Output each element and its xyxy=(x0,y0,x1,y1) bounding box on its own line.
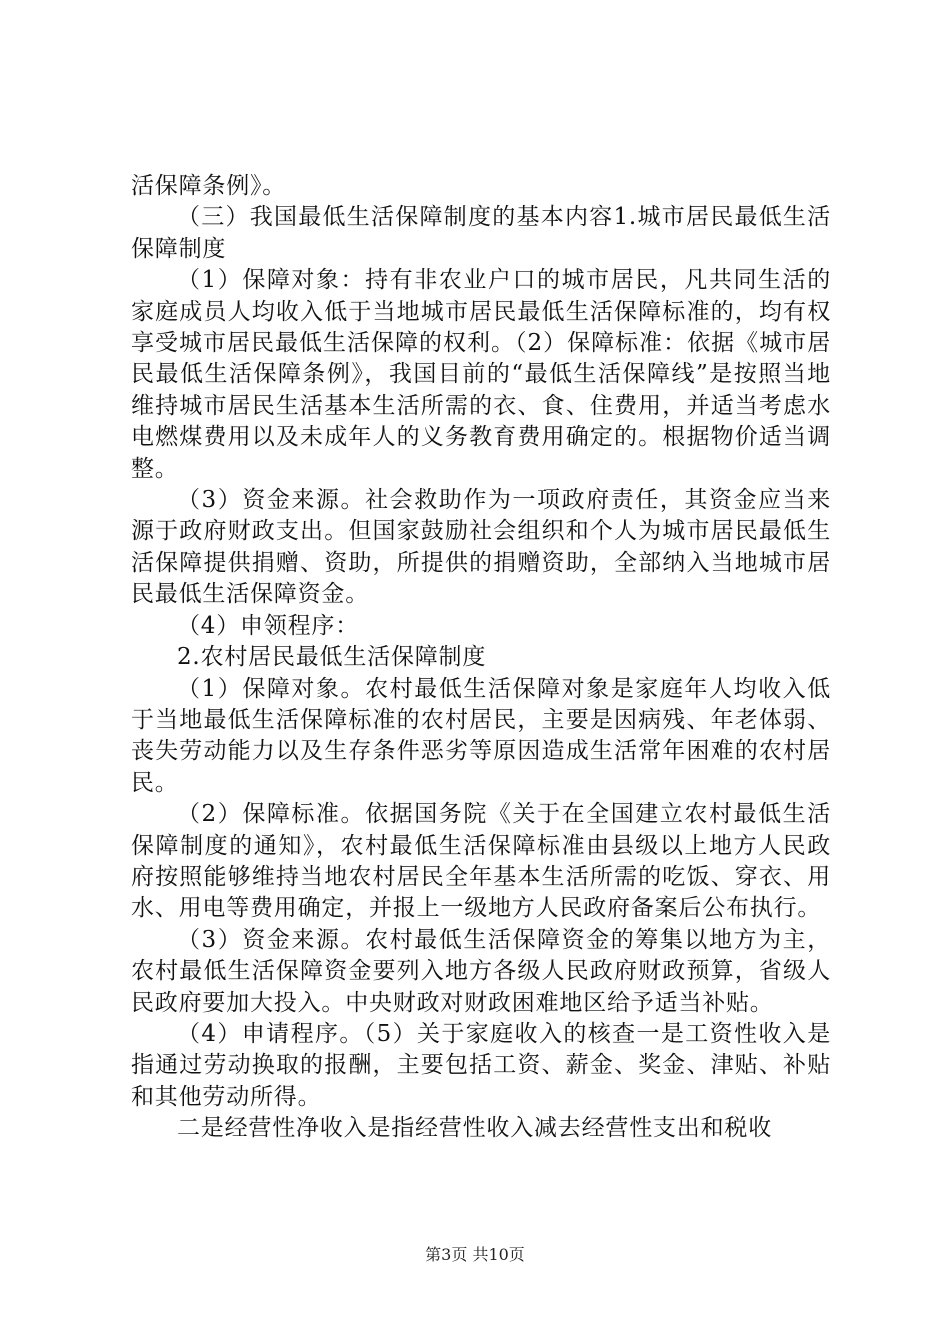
paragraph-rural-funding: （3）资金来源。农村最低生活保障资金的筹集以地方为主，农村最低生活保障资金要列入地方各级人民政府财政预算，省级人民政府要加大投入。中央财政对财政困难地区给予适当补贴。 xyxy=(131,926,831,1016)
paragraph-rural-target: （1）保障对象。农村最低生活保障对象是家庭年人均收入低于当地最低生活保障标准的农村居民，主要是因病残、年老体弱、丧失劳动能力以及生存条件恶劣等原因造成生活常年困难的农村居民。 xyxy=(131,675,831,796)
page-number-footer: 第3页 共10页 xyxy=(425,1245,525,1264)
document-body xyxy=(131,171,831,1145)
paragraph-section-heading: （三）我国最低生活保障制度的基本内容1.城市居民最低生活保障制度 xyxy=(131,204,831,262)
paragraph-urban-procedure: （4）申领程序： xyxy=(177,612,360,639)
paragraph-rural-procedure: （4）申请程序。（5）关于家庭收入的核查一是工资性收入是指通过劳动换取的报酬，主要包括工资、薪金、奖金、津贴、补贴和其他劳动所得。 xyxy=(131,1020,831,1110)
paragraph-rural-heading: 2.农村居民最低生活保障制度 xyxy=(177,644,487,671)
paragraph-operating-income: 二是经营性净收入是指经营性收入减去经营性支出和税收 xyxy=(177,1115,772,1142)
paragraph-urban-target-standard: （1）保障对象：持有非农业户口的城市居民，凡共同生活的家庭成员人均收入低于当地城市居民最低生活保障标准的，均有权享受城市居民最低生活保障的权利。（2）保障标准：依据《城市居民最低生活保障条例》，我国目前的“最低生活保障线”是按照当地维持城市居民生活基本生活所需的衣、食、住费用，并适当考虑水电燃煤费用以及未成年人的义务教育费用确定的。根据物价适当调整。 xyxy=(131,267,831,482)
paragraph-urban-funding: （3）资金来源。社会救助作为一项政府责任，其资金应当来源于政府财政支出。但国家鼓励社会组织和个人为城市居民最低生活保障提供捐赠、资助，所提供的捐赠资助，全部纳入当地城市居民最低生活保障资金。 xyxy=(131,487,831,608)
paragraph-rural-standard: （2）保障标准。依据国务院《关于在全国建立农村最低生活保障制度的通知》，农村最低生活保障标准由县级以上地方人民政府按照能够维持当地农村居民全年基本生活所需的吃饭、穿衣、用水、用电等费用确定，并报上一级地方人民政府备案后公布执行。 xyxy=(131,801,831,922)
paragraph-continuation: 活保障条例》。 xyxy=(131,173,287,199)
